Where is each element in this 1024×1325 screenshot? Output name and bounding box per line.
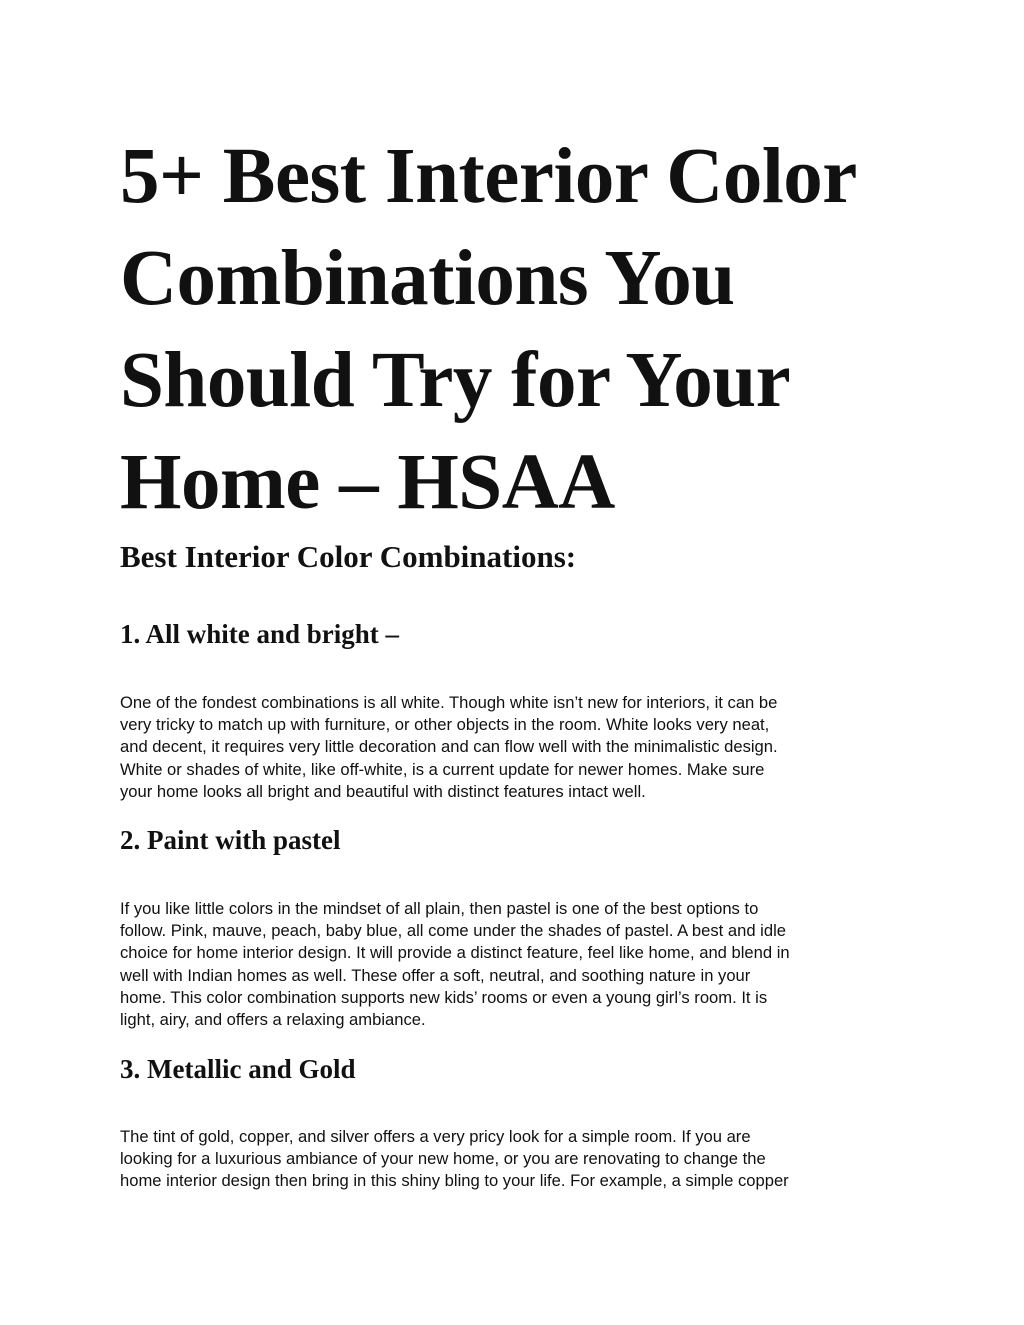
paragraph-line: One of the fondest combinations is all white. Though white isn’t new for interiors, it can be	[120, 693, 778, 712]
title-line: Combinations You	[120, 235, 735, 322]
paragraph-line: well with Indian homes as well. These offer a soft, neutral, and soothing nature in your	[120, 965, 751, 985]
section-heading-pastel: 2. Paint with pastel	[120, 825, 341, 855]
title-line: Should Try for Your	[120, 337, 791, 424]
paragraph-line: looking for a luxurious ambiance of your new home, or you are renovating to change the	[120, 1149, 766, 1169]
paragraph-line: follow. Pink, mauve, peach, baby blue, all come under the shades of pastel. A best and idle	[120, 921, 787, 941]
paragraph-line: If you like little colors in the mindset of all plain, then pastel is one of the best options to	[120, 899, 759, 918]
paragraph-line: home interior design then bring in this shiny bling to your life. For example, a simple copper	[120, 1171, 789, 1191]
paragraph-line: home. This color combination supports new kids’ rooms or even a young girl’s room. It is	[120, 987, 768, 1007]
section-paragraph-pastel	[120, 898, 910, 1031]
section-heading-all-white: 1. All white and bright –	[120, 619, 400, 649]
section-paragraph-metallic	[120, 1126, 910, 1193]
subtitle-heading: Best Interior Color Combinations:	[120, 539, 577, 574]
section-paragraph-all-white	[120, 692, 910, 803]
paragraph-line: and decent, it requires very little decoration and can flow well with the minimalistic design.	[120, 737, 778, 757]
paragraph-line: White or shades of white, like off-white, is a current update for newer homes. Make sure	[120, 759, 765, 779]
paragraph-line: The tint of gold, copper, and silver offers a very pricy look for a simple room. If you are	[120, 1127, 751, 1146]
section-heading-metallic: 3. Metallic and Gold	[120, 1054, 356, 1084]
title-line: Home – HSAA	[120, 439, 615, 526]
paragraph-line: your home looks all bright and beautiful with distinct features intact well.	[120, 781, 646, 801]
title-line: 5+ Best Interior Color	[120, 133, 857, 220]
paragraph-line: choice for home interior design. It will provide a distinct feature, feel like home, and blend in	[120, 943, 790, 963]
paragraph-line: light, airy, and offers a relaxing ambiance.	[120, 1010, 426, 1030]
page-title	[120, 126, 910, 534]
paragraph-line: very tricky to match up with furniture, or other objects in the room. White looks very neat,	[120, 715, 770, 735]
